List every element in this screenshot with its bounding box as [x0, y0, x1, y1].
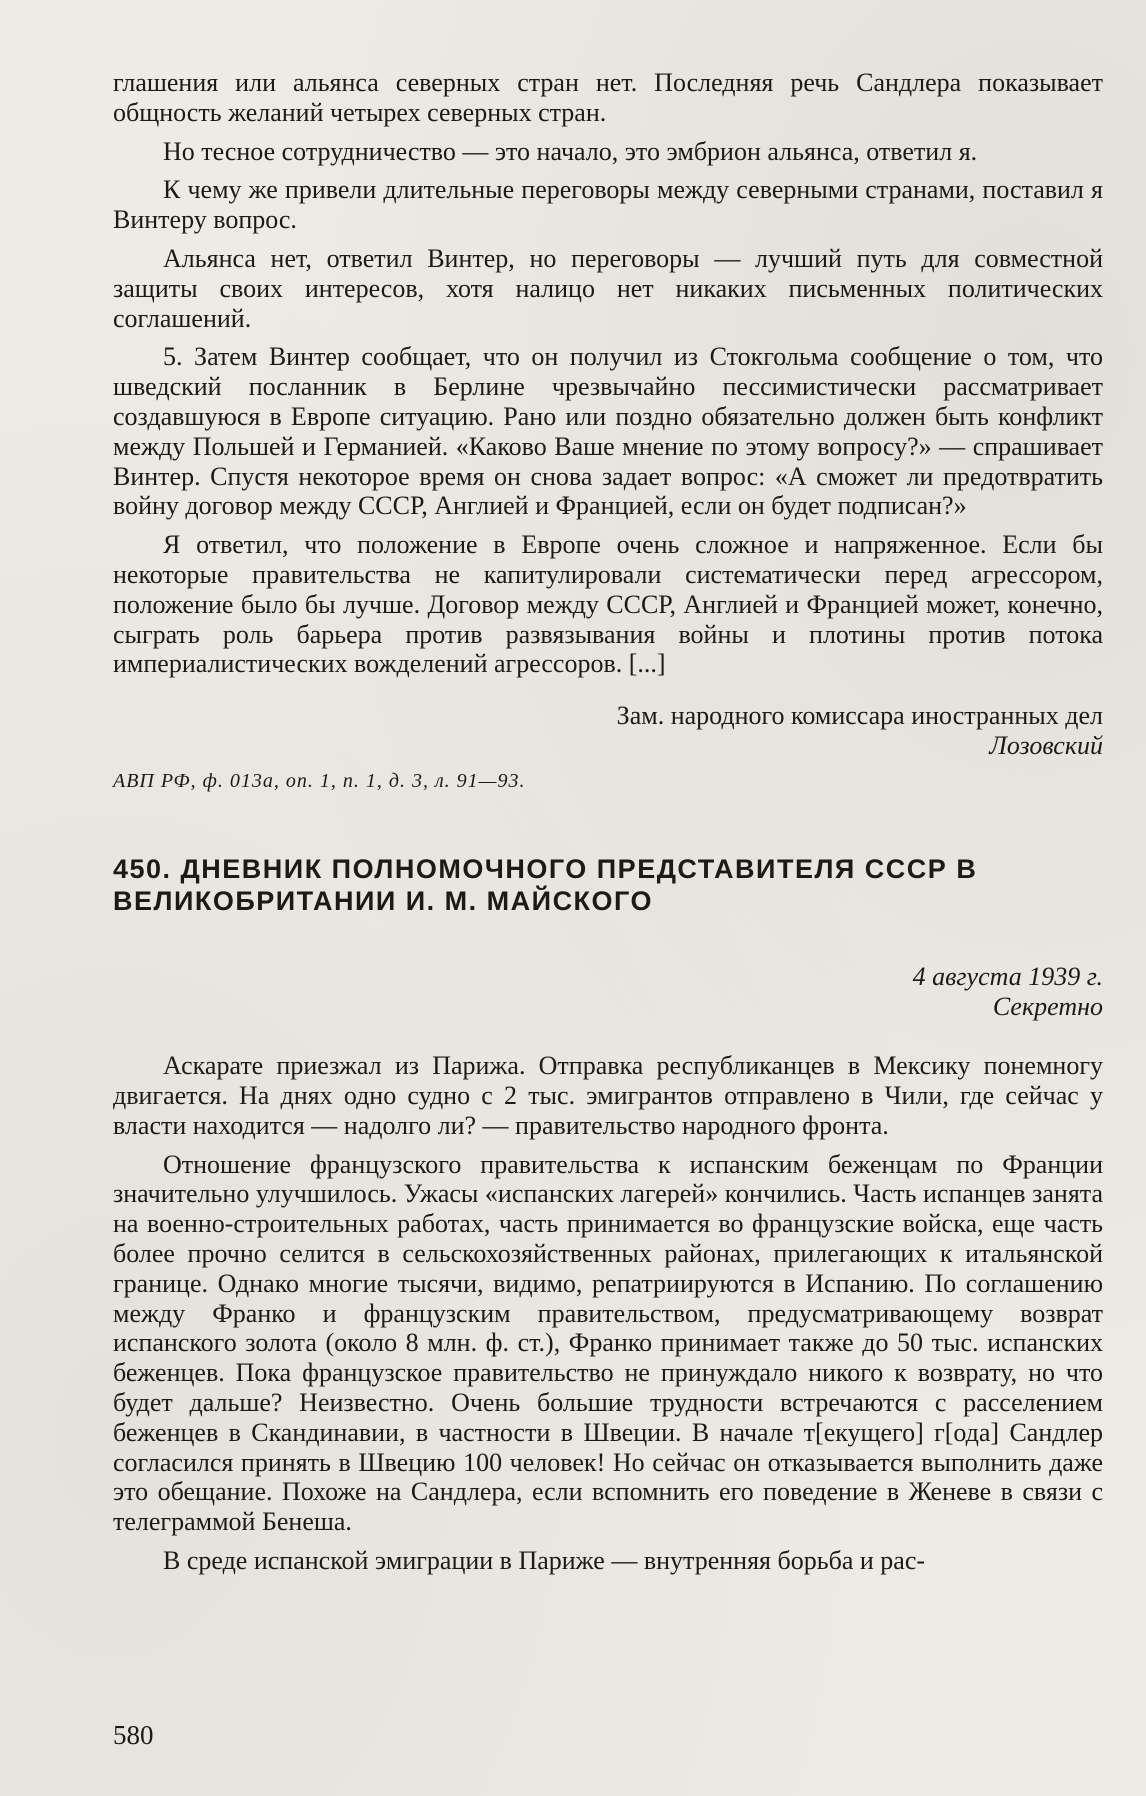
archive-reference: АВП РФ, ф. 013а, оп. 1, п. 1, д. 3, л. 91—93. [113, 770, 526, 793]
signature-title: Зам. народного комиссара иностранных дел [616, 701, 1103, 731]
signature-name: Лозовский [989, 731, 1103, 761]
paragraph: глашения или альянса северных стран нет. Последняя речь Сандлера показывает общность желаний четырех северных стран. [113, 68, 1103, 127]
text-column [113, 68, 1103, 1585]
paragraph: Я ответил, что положение в Европе очень сложное и напряженное. Если бы некоторые правительства не капитулировали систематически перед агрессором, положение было бы лучше. Договор между СССР, Англией и Францией может, конечно, сыграть роль барьера против развязывания войны и плотины против потока империалистических вожделений агрессоров. [...] [113, 530, 1103, 679]
page-number: 580 [113, 1720, 154, 1750]
document-heading: 450. ДНЕВНИК ПОЛНОМОЧНОГО ПРЕДСТАВИТЕЛЯ СССР В ВЕЛИКОБРИТАНИИ И. М. МАЙСКОГО [113, 854, 978, 917]
paragraph: Но тесное сотрудничество — это начало, это эмбрион альянса, ответил я. [163, 136, 978, 166]
paragraph: Альянса нет, ответил Винтер, но переговоры — лучший путь для совместной защиты своих интересов, хотя налицо нет никаких письменных политических соглашений. [113, 243, 1103, 333]
paragraph: Отношение французского правительства к испанским беженцам по Франции значительно улучшилось. Ужасы «испанских лагерей» кончились. Часть испанцев занята на военно-строительных работах, часть принимается во французские войска, еще часть более прочно селится в сельскохозяйственных районах, прилегающих к итальянской границе. Однако многие тысячи, видимо, репатриируются в Испанию. По соглашению между Франко и французским правительством, предусматривающему возврат испанского золота (около 8 млн. ф. ст.), Франко принимает также до 50 тыс. испанских беженцев. Пока французское правительство не принуждало никого к возврату, но что будет дальше? Неизвестно. Очень большие трудности встречаются с расселением беженцев в Скандинавии, в частности в Швеции. В начале т[екущего] г[ода] Сандлер согласился принять в Швецию 100 человек! Но сейчас он отказывается выполнить даже это обещание. Похоже на Сандлера, если вспомнить его поведение в Женеве в связи с телеграммой Бенеша. [113, 1149, 1103, 1537]
paragraph: Аскарате приезжал из Парижа. Отправка республиканцев в Мексику понемногу двигается. На днях одно судно с 2 тыс. эмигрантов отправлено в Чили, где сейчас у власти находится — надолго ли? — правительство народного фронта. [113, 1051, 1103, 1140]
signature-block [113, 701, 1103, 761]
paragraph: К чему же привели длительные переговоры между северными странами, поставил я Винтеру вопрос. [113, 175, 1103, 235]
classification-label: Секретно [992, 992, 1103, 1022]
paragraph: В среде испанской эмиграции в Париже — внутренняя борьба и рас- [163, 1545, 926, 1575]
paragraph: 5. Затем Винтер сообщает, что он получил из Стокгольма сообщение о том, что шведский посланник в Берлине чрезвычайно пессимистически рассматривает создавшуюся в Европе ситуацию. Рано или поздно обязательно должен быть конфликт между Польшей и Германией. «Каково Ваше мнение по этому вопросу?» — спрашивает Винтер. Спустя некоторое время он снова задает вопрос: «А сможет ли предотвратить войну договор между СССР, Англией и Францией, если он будет подписан?» [113, 342, 1103, 521]
document-date: 4 августа 1939 г. [912, 962, 1103, 992]
date-block [113, 962, 1103, 1022]
